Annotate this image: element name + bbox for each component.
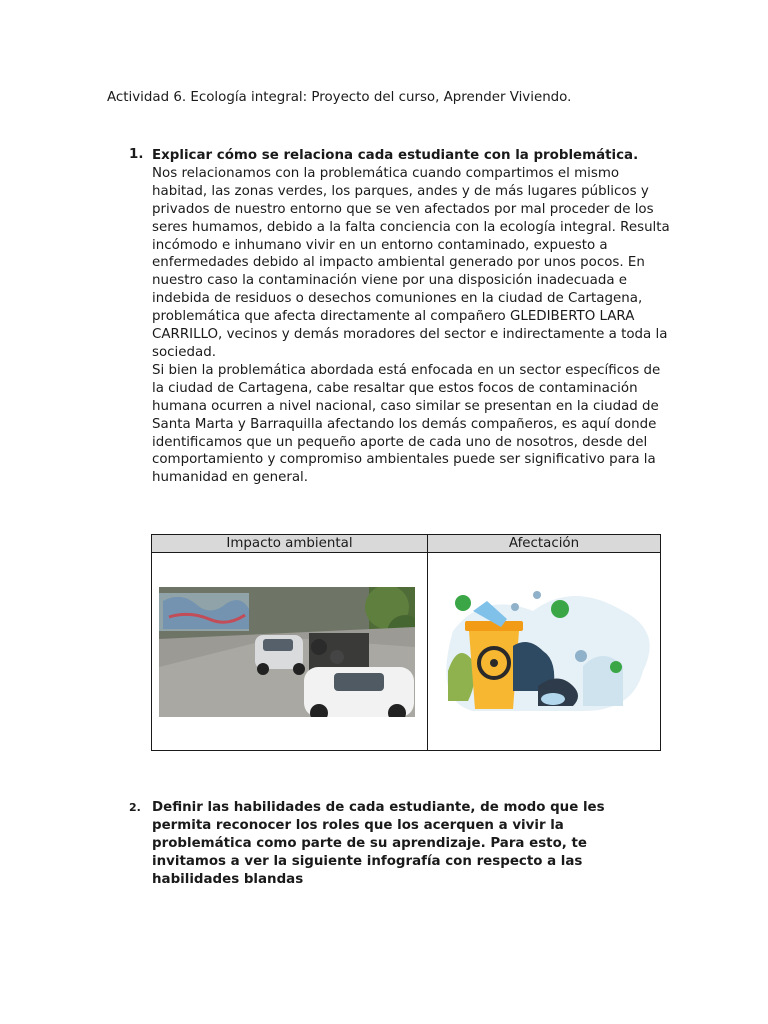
list-number-1: 1. (129, 147, 144, 162)
list-number-2: 2. (129, 801, 141, 814)
list-item-1 (152, 147, 672, 487)
item-1-paragraph-1: Nos relacionamos con la problemática cuando compartimos el mismo habitad, las zonas verdes, los parques, andes y de más lugares públicos y privados de nuestro entorno que se ven afectados por mal proceder de los seres humamos, debido a la falta conciencia con la ecología integral. Resulta incómodo e inhumano vivir en un entorno contaminado, expuesto a enfermedades debido al impacto ambiental generado por unos pocos. En nuestro caso la contaminación viene por una disposición inadecuada e indebida de residuos o desechos comuniones en la ciudad de Cartagena, problemática que afecta directamente al compañero GLEDIBERTO LARA CARRILLO, vecinos y demás moradores del sector e indirectamente a toda la sociedad. (152, 165, 670, 360)
table-column-divider (427, 535, 428, 750)
biohazard-waste-illustration (433, 571, 660, 723)
item-1-heading: Explicar cómo se relaciona cada estudiante con la problemática. (152, 148, 639, 163)
list-item-2: Definir las habilidades de cada estudiante, de modo que les permita reconocer los roles que los acerquen a vivir la problemática como parte de su aprendizaje. Para esto, te invitamos a ver la siguiente infografía con respecto a las habilidades blandas (152, 800, 605, 887)
item-1-paragraph-2: Si bien la problemática abordada está enfocada en un sector específicos de la ciudad de Cartagena, cabe resaltar que estos focos de contaminación humana ocurren a nivel nacional, caso similar se presentan en la ciudad de Santa Marta y Barraquilla afectando los demás compañeros, es aquí donde identificamos que un pequeño aporte de cada uno de nosotros, desde del comportamiento y compromiso ambientales puede ser significativo para la humanidad en general. (152, 362, 661, 486)
street-garbage-photo (159, 587, 415, 717)
impact-table (151, 534, 661, 751)
document-title: Actividad 6. Ecología integral: Proyecto del curso, Aprender Viviendo. (107, 90, 572, 105)
table-header-impacto: Impacto ambiental (152, 535, 427, 553)
table-header-afectacion: Afectación (428, 535, 660, 553)
